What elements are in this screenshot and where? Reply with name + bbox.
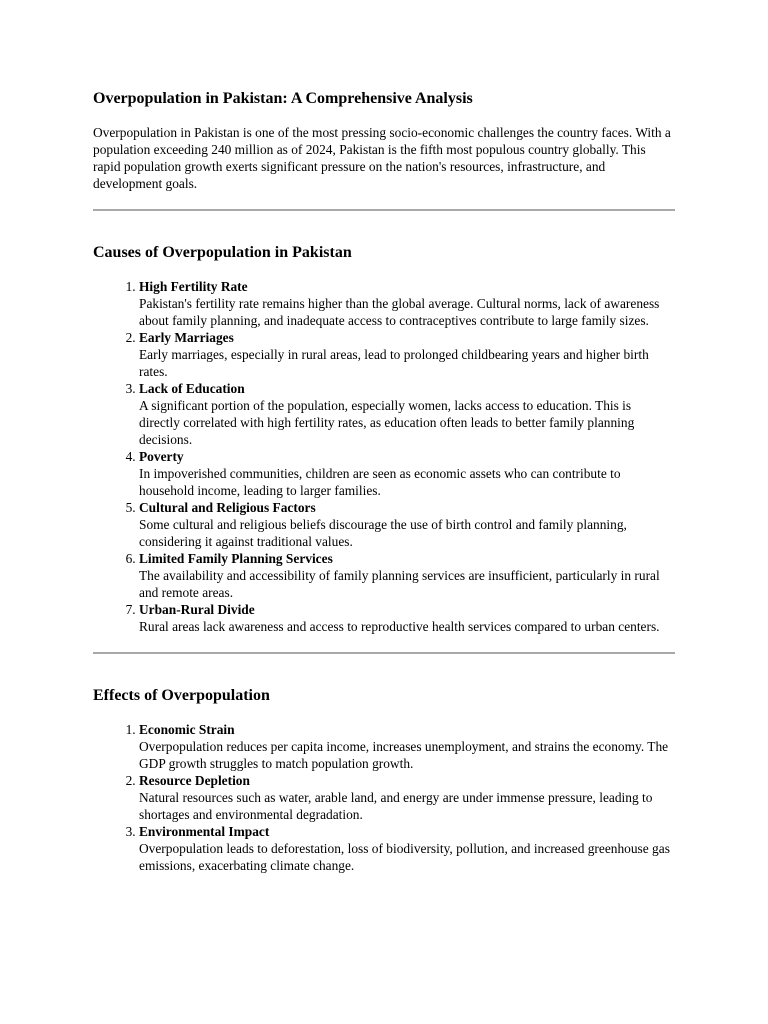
document-page: [93, 84, 675, 874]
list-item-description: Overpopulation leads to deforestation, loss of biodiversity, pollution, and increased greenhouse gas emissions, exacerbating climate change.: [139, 841, 670, 873]
list-item-description: In impoverished communities, children are seen as economic assets who can contribute to household income, leading to larger families.: [139, 466, 621, 498]
list-item: [139, 772, 675, 823]
list-item-description: Early marriages, especially in rural areas, lead to prolonged childbearing years and higher birth rates.: [139, 347, 649, 379]
list-item: [139, 721, 675, 772]
list-item: [139, 499, 675, 550]
list-item: [139, 448, 675, 499]
list-item: [139, 329, 675, 380]
section-divider: [93, 652, 675, 654]
list-item-description: Rural areas lack awareness and access to reproductive health services compared to urban centers.: [139, 619, 660, 634]
list-item-title: 2. Resource Depletion: [139, 773, 250, 788]
causes-list: [93, 278, 675, 635]
list-item-description: Overpopulation reduces per capita income, increases unemployment, and strains the economy. The GDP growth struggles to match population growth.: [139, 739, 669, 771]
list-item-description: Natural resources such as water, arable land, and energy are under immense pressure, leading to shortages and environmental degradation.: [139, 790, 653, 822]
effects-heading: Effects of Overpopulation: [93, 687, 270, 704]
list-item-title: 6. Limited Family Planning Services: [139, 551, 333, 566]
list-item-title: 3. Lack of Education: [139, 381, 245, 396]
page-title: Overpopulation in Pakistan: A Comprehensive Analysis: [93, 90, 473, 107]
intro-paragraph: Overpopulation in Pakistan is one of the most pressing socio-economic challenges the country faces. With a population exceeding 240 million as of 2024, Pakistan is the fifth most populous country globally. This rapid population growth exerts significant pressure on the nation's resources, infrastructure, and development goals.: [93, 125, 671, 191]
effects-list: [93, 721, 675, 874]
list-item-title: 2. Early Marriages: [139, 330, 234, 345]
list-item-description: Pakistan's fertility rate remains higher than the global average. Cultural norms, lack of awareness about family planning, and inadequate access to contraceptives contribute to large family sizes.: [139, 296, 660, 328]
list-item: [139, 278, 675, 329]
list-item: [139, 823, 675, 874]
list-item-title: 7. Urban-Rural Divide: [139, 602, 255, 617]
list-item-title: 1. Economic Strain: [139, 722, 235, 737]
list-item-title: 5. Cultural and Religious Factors: [139, 500, 316, 515]
list-item: [139, 380, 675, 448]
list-item-title: 3. Environmental Impact: [139, 824, 270, 839]
causes-heading: Causes of Overpopulation in Pakistan: [93, 244, 352, 261]
list-item-description: A significant portion of the population, especially women, lacks access to education. This is directly correlated with high fertility rates, as education often leads to better family planning decisions.: [139, 398, 635, 447]
list-item-title: 1. High Fertility Rate: [139, 279, 248, 294]
section-divider: [93, 209, 675, 211]
list-item-description: The availability and accessibility of family planning services are insufficient, particularly in rural and remote areas.: [139, 568, 660, 600]
list-item-title: 4. Poverty: [139, 449, 184, 464]
list-item-description: Some cultural and religious beliefs discourage the use of birth control and family planning, considering it against traditional values.: [139, 517, 627, 549]
list-item: [139, 550, 675, 601]
list-item: [139, 601, 675, 635]
